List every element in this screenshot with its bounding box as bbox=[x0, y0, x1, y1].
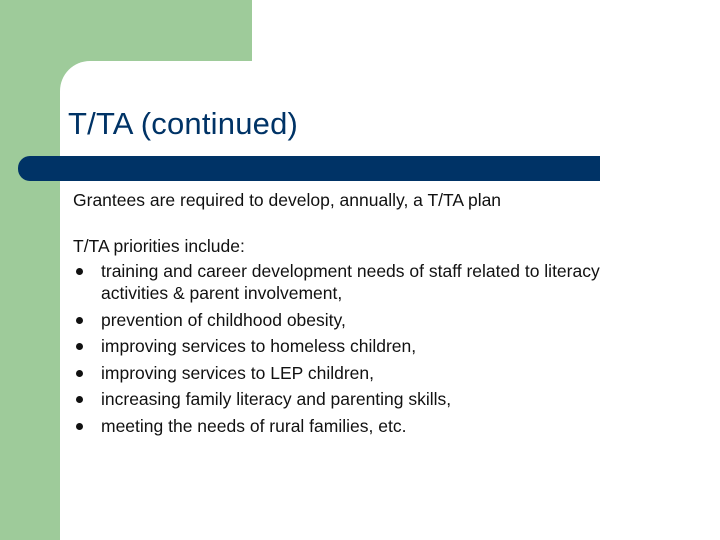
bullet-icon bbox=[76, 396, 83, 403]
list-item-text: training and career development needs of staff related to literacy activities & parent involvement, bbox=[101, 261, 600, 303]
bullet-icon bbox=[76, 343, 83, 350]
priorities-list bbox=[73, 260, 673, 437]
bullet-icon bbox=[76, 423, 83, 430]
list-item bbox=[73, 388, 673, 410]
bullet-icon bbox=[76, 268, 83, 275]
list-item bbox=[73, 335, 673, 357]
slide-title: T/TA (continued) bbox=[68, 106, 299, 141]
priorities-heading: T/TA priorities include: bbox=[73, 236, 245, 256]
intro-text: Grantees are required to develop, annually, a T/TA plan bbox=[73, 190, 502, 210]
list-item bbox=[73, 362, 673, 384]
list-item-text: increasing family literacy and parenting skills, bbox=[101, 389, 452, 409]
list-item bbox=[73, 415, 673, 437]
decorative-green-left-strip bbox=[0, 0, 60, 540]
list-item-text: prevention of childhood obesity, bbox=[101, 309, 346, 330]
list-item-text: improving services to LEP children, bbox=[101, 362, 374, 383]
list-item bbox=[73, 260, 673, 304]
slide-body bbox=[73, 187, 673, 437]
bullet-icon bbox=[76, 370, 83, 377]
title-underline-bar bbox=[18, 156, 600, 181]
list-item-text: improving services to homeless children, bbox=[101, 336, 417, 356]
list-item bbox=[73, 309, 673, 331]
bullet-icon bbox=[76, 317, 83, 324]
list-item-text: meeting the needs of rural families, etc. bbox=[101, 415, 407, 436]
